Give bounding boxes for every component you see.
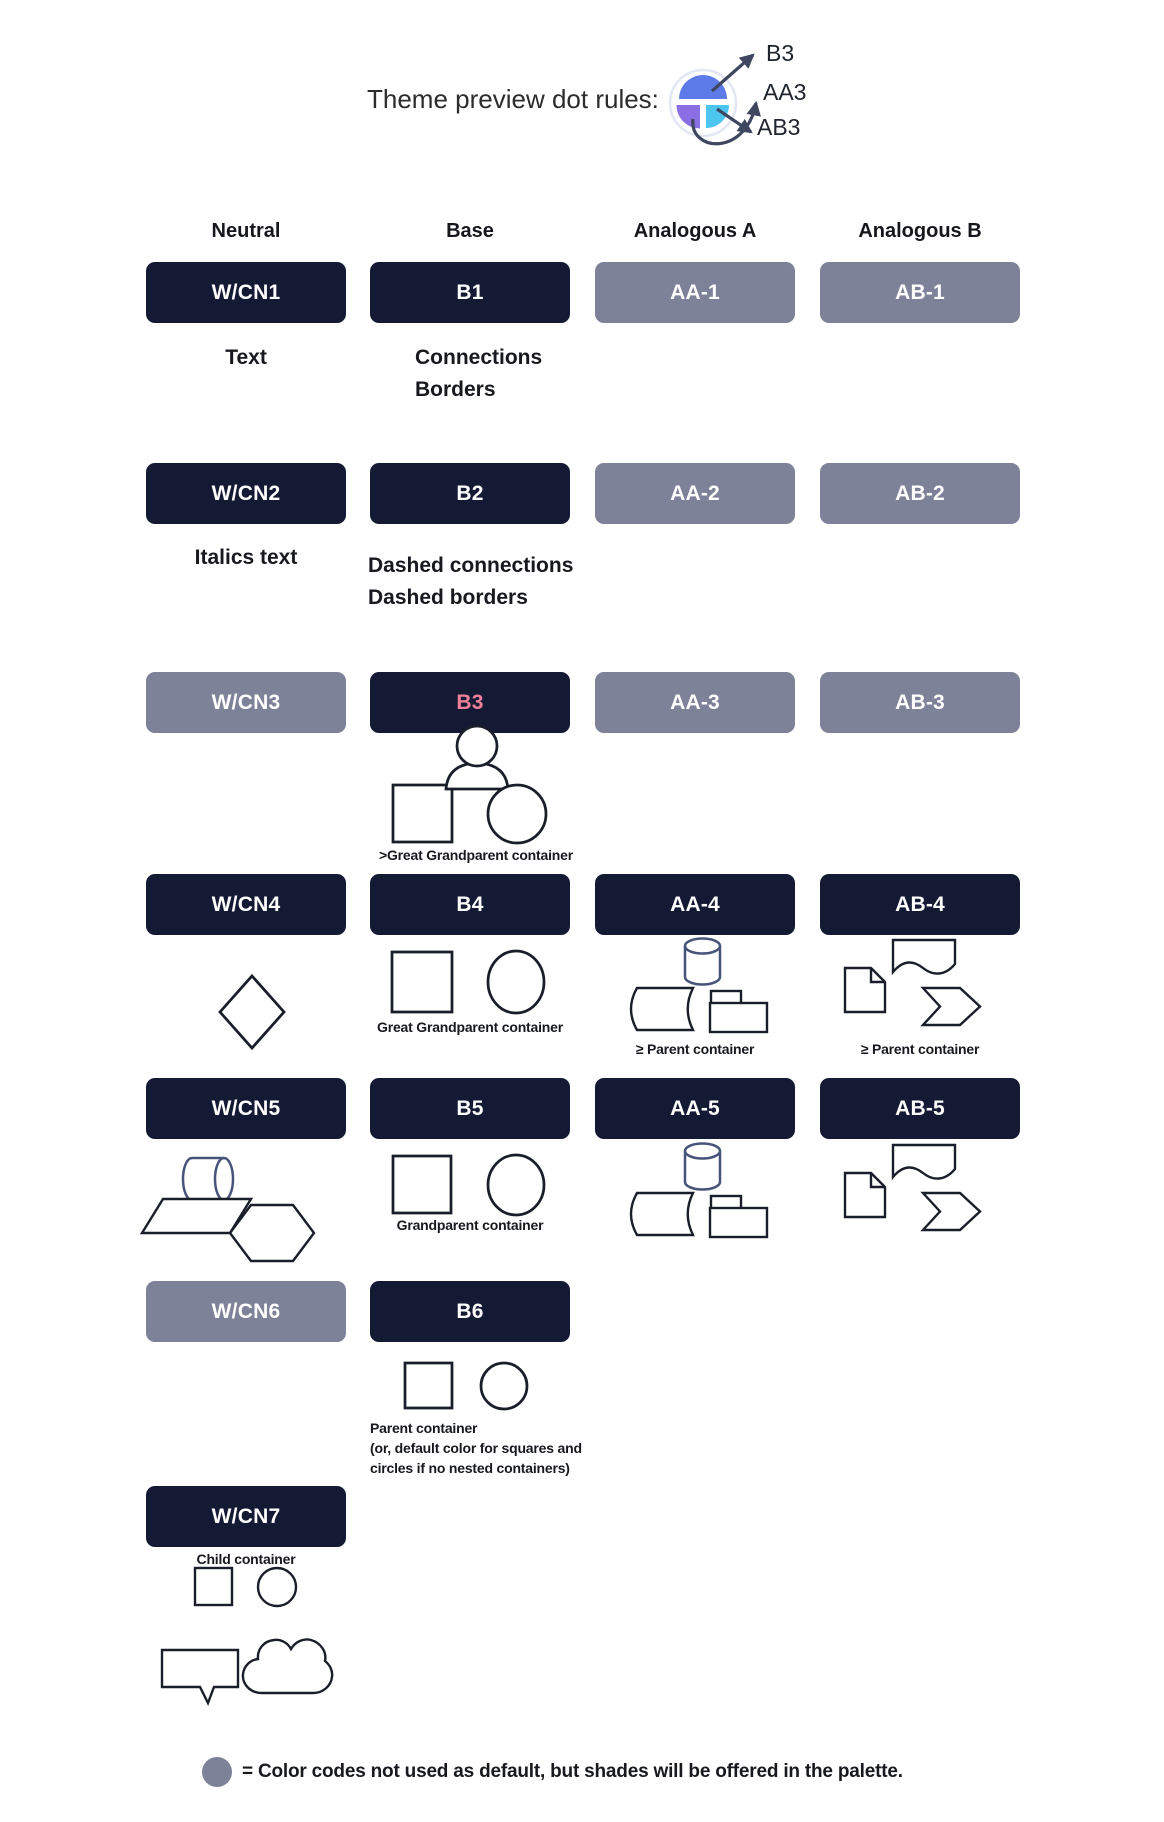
note-shape [845, 968, 885, 1012]
circle-shape [481, 1363, 527, 1409]
caption-b3: >Great Grandparent container [379, 847, 573, 863]
cylinder-top-shape [685, 939, 720, 954]
caption-b6-line2: (or, default color for squares and [370, 1440, 582, 1456]
square-shape [195, 1568, 232, 1605]
note-shape [845, 1173, 885, 1217]
wavy-document-shape [893, 940, 955, 974]
row5-shapes-graphic [135, 1140, 1050, 1270]
folder-body-shape [710, 1208, 767, 1237]
swatch-aa1: AA-1 [595, 262, 795, 323]
caption-wcn7: Child container [196, 1551, 296, 1567]
horizontal-cylinder-cap-shape [215, 1158, 233, 1200]
cylinder-top-shape [685, 1144, 720, 1159]
diamond-shape [220, 976, 284, 1048]
swatch-b5: B5 [370, 1078, 570, 1139]
person-head-shape [457, 726, 497, 766]
swatch-b2: B2 [370, 463, 570, 524]
note-b2-line1: Dashed connections [368, 554, 574, 577]
swatch-aa4: AA-4 [595, 874, 795, 935]
swatch-ab2: AB-2 [820, 463, 1020, 524]
column-header-analogous-a: Analogous A [633, 220, 757, 242]
dot-label-ab3: AB3 [757, 114, 801, 140]
column-header-neutral: Neutral [211, 220, 281, 242]
swatch-ab1: AB-1 [820, 262, 1020, 323]
square-shape [393, 785, 452, 842]
circle-shape [488, 785, 546, 843]
swatch-b1: B1 [370, 262, 570, 323]
dot-label-aa3: AA3 [763, 79, 807, 105]
caption-b6-line3: circles if no nested containers) [370, 1460, 570, 1476]
chevron-shape [923, 988, 980, 1025]
b6-shapes-graphic [395, 1355, 540, 1415]
column-header-base: Base [446, 220, 494, 242]
circle-shape [488, 951, 544, 1013]
cloud-shape [243, 1639, 332, 1693]
swatch-wcn4: W/CN4 [146, 874, 346, 935]
swatch-wcn1: W/CN1 [146, 262, 346, 323]
wavy-document-shape [893, 1145, 955, 1179]
speech-bubble-shape [162, 1650, 238, 1703]
chevron-shape [923, 1193, 980, 1230]
swatch-ab5: AB-5 [820, 1078, 1020, 1139]
circle-shape [488, 1155, 544, 1215]
circle-shape [258, 1568, 296, 1606]
legend-text: = Color codes not used as default, but shades will be offered in the palette. [242, 1761, 903, 1782]
wcn7-shapes-graphic [155, 1560, 345, 1715]
stored-data-shape [631, 988, 693, 1030]
swatch-ab3: AB-3 [820, 672, 1020, 733]
square-shape [393, 1156, 451, 1213]
swatch-aa5: AA-5 [595, 1078, 795, 1139]
caption-b4: Great Grandparent container [377, 1019, 563, 1035]
caption-ab4: ≥ Parent container [860, 1041, 980, 1057]
note-b1-line1: Connections [415, 346, 543, 369]
note-wcn1: Text [225, 346, 267, 369]
swatch-b6: B6 [370, 1281, 570, 1342]
note-b1-line2: Borders [415, 378, 496, 401]
legend-gray-dot [202, 1757, 232, 1787]
swatch-wcn2: W/CN2 [146, 463, 346, 524]
square-shape [392, 952, 452, 1012]
column-header-analogous-b: Analogous B [858, 220, 982, 242]
theme-preview-dot-graphic [650, 25, 835, 175]
dot-label-b3: B3 [766, 40, 795, 66]
stored-data-shape [631, 1193, 693, 1235]
swatch-b4: B4 [370, 874, 570, 935]
swatch-wcn5: W/CN5 [146, 1078, 346, 1139]
swatch-wcn6: W/CN6 [146, 1281, 346, 1342]
caption-aa4: ≥ Parent container [635, 1041, 755, 1057]
note-b2-line2: Dashed borders [368, 586, 528, 609]
square-shape [405, 1363, 452, 1408]
swatch-wcn7: W/CN7 [146, 1486, 346, 1547]
caption-b6-line1: Parent container [370, 1420, 478, 1436]
swatch-aa3: AA-3 [595, 672, 795, 733]
caption-b5: Grandparent container [396, 1217, 544, 1233]
folder-body-shape [710, 1003, 767, 1032]
b3-shapes-graphic [375, 715, 570, 855]
note-wcn2: Italics text [194, 546, 298, 569]
swatch-aa2: AA-2 [595, 463, 795, 524]
swatch-b3: B3 [370, 672, 570, 733]
swatch-wcn3: W/CN3 [146, 672, 346, 733]
swatch-ab4: AB-4 [820, 874, 1020, 935]
page-title: Theme preview dot rules: [367, 84, 659, 114]
